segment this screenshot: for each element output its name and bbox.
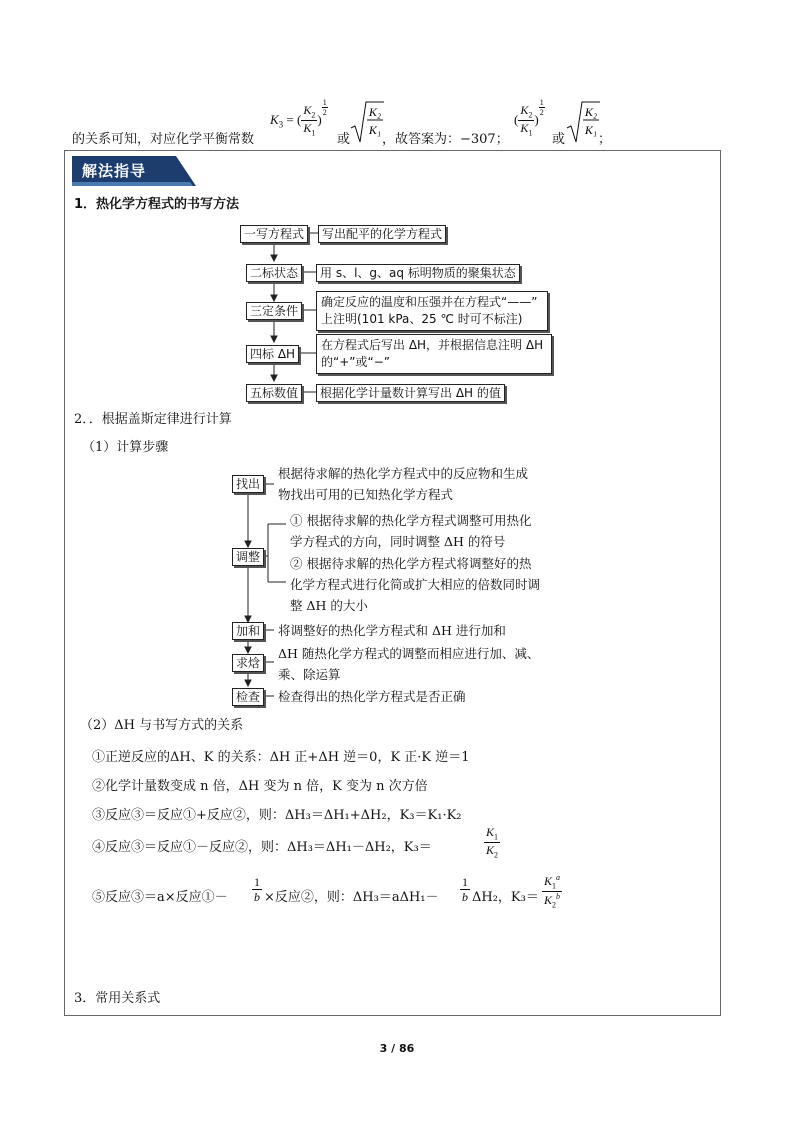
step-4-desc-line-2: 的“+”或“−”: [321, 355, 390, 369]
relation-3: ③反应③＝反应①+反应②，则：ΔH₃＝ΔH₁+ΔH₂，K₃＝K₁·K₂: [92, 808, 462, 823]
flow-adjust-line-4: 化学方程式进行化简或扩大相应的倍数同时调: [290, 577, 541, 592]
top-formula-line: [72, 98, 732, 148]
step-3-desc-line-1: 确定反应的温度和压强并在方程式“——”: [321, 295, 538, 309]
flow-enthalpy-line-2: 乘、除运算: [278, 667, 341, 682]
relation-5-frac-3: $\frac{K_1^a}{K_2^b}$: [544, 873, 561, 910]
banner-title: 解法指导: [82, 162, 147, 180]
flow-adjust-line-3: ② 根据待求解的热化学方程式将调整好的热: [290, 556, 532, 571]
flow-adjust-line-2: 学方程式的方向，同时调整 ΔH 的符号: [290, 534, 506, 549]
relation-5-frac-1: $\frac{1}{b}$: [254, 875, 260, 904]
relation-5-frac-2: $\frac{1}{b}$: [462, 875, 468, 904]
flow-enthalpy-line-1: ΔH 随热化学方程式的调整而相应进行加、减、: [278, 646, 540, 661]
flow-adjust-line-1: ① 根据待求解的热化学方程式调整可用热化: [290, 513, 532, 528]
svg-text:K₂: K₂: [584, 105, 598, 119]
section1-heading: 1．热化学方程式的书写方法: [74, 197, 240, 212]
step-1-desc: 写出配平的化学方程式: [318, 225, 446, 243]
step-3-desc-line-2: 上注明(101 kPa、25 ℃ 时可不标注): [321, 312, 523, 326]
step-4-desc-line-1: 在方程式后写出 ΔH，并根据信息注明 ΔH: [321, 338, 544, 352]
section2-sub1: （1）计算步骤: [82, 440, 169, 455]
sqrt-formula-1: [350, 98, 384, 146]
intro-text: 的关系可知，对应化学平衡常数: [72, 132, 255, 147]
flow-enthalpy-label: 求焓: [232, 654, 264, 672]
relation-4-fraction: $\frac{K_1}{K_2}$: [486, 825, 499, 860]
k-ratio-power: ( $\frac{K_2}{K_1}$ ) $^{\frac{1}{2}}$: [514, 98, 544, 138]
flow-check-label: 检查: [232, 688, 264, 706]
section2-sub2: （2）ΔH 与书写方式的关系: [80, 718, 244, 733]
or-text-2: 或: [552, 132, 566, 147]
flow-find-label: 找出: [232, 475, 264, 493]
relation-5-part-b: ×反应②，则：ΔH₃＝aΔH₁－: [264, 890, 439, 905]
step-1-label: 一写方程式: [240, 225, 308, 243]
step-5-desc: 根据化学计量数计算写出 ΔH 的值: [316, 384, 505, 402]
svg-text:K₂: K₂: [368, 105, 382, 119]
relation-1: ①正逆反应的ΔH、K 的关系：ΔH 正+ΔH 逆＝0，K 正·K 逆＝1: [92, 750, 470, 765]
relation-4: ④反应③＝反应①－反应②，则：ΔH₃＝ΔH₁－ΔH₂，K₃＝: [92, 840, 432, 855]
flow-find-line-1: 根据待求解的热化学方程式中的反应物和生成: [278, 466, 529, 481]
svg-text:K₁: K₁: [368, 123, 382, 137]
section3-heading: 3．常用关系式: [74, 991, 161, 1006]
flow-check-line-1: 检查得出的热化学方程式是否正确: [278, 689, 466, 704]
step-3-label: 三定条件: [246, 302, 302, 320]
step-4-desc: [316, 334, 552, 374]
step-5-label: 五标数值: [246, 384, 302, 402]
or-text-1: 或: [337, 132, 351, 147]
banner: [72, 156, 196, 186]
svg-text:K₁: K₁: [584, 123, 598, 137]
section2-heading: 2．．根据盖斯定律进行计算: [74, 412, 232, 427]
answer-prefix: ，故答案为：−307；: [382, 132, 509, 147]
step-4-label: 四标 ΔH: [246, 345, 299, 363]
k3-formula: $K_3$ = ( $\frac{K_2}{K_1}$ ) $^{\frac{1}{2}}$: [270, 98, 327, 138]
relation-2: ②化学计量数变成 n 倍，ΔH 变为 n 倍，K 变为 n 次方倍: [92, 779, 428, 794]
flow-sum-line-1: 将调整好的热化学方程式和 ΔH 进行加和: [278, 623, 506, 638]
step-2-desc: 用 s、l、g、aq 标明物质的聚集状态: [316, 264, 520, 282]
page-number: 3 / 86: [379, 1042, 415, 1055]
flow-sum-label: 加和: [232, 622, 264, 640]
relation-5-part-c: ΔH₂，K₃＝: [472, 890, 539, 905]
step-3-desc: [316, 291, 548, 331]
flow-adjust-line-5: 整 ΔH 的大小: [290, 598, 368, 613]
sqrt-formula-2: [566, 98, 600, 146]
flow-find-line-2: 物找出可用的已知热化学方程式: [278, 487, 454, 502]
step-2-label: 二标状态: [246, 264, 302, 282]
flow-adjust-label: 调整: [232, 548, 264, 566]
relation-5-part-a: ⑤反应③＝a×反应①－: [92, 890, 228, 905]
end-semicolon: ；: [598, 132, 612, 147]
